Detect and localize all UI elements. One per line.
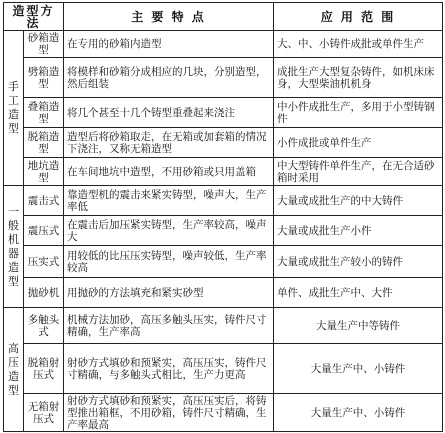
table-row (4, 278, 443, 308)
sub-method: 地坑造型 (24, 158, 64, 186)
group-manual: 手工造型 (4, 31, 24, 186)
sub-method: 叠箱造型 (24, 98, 64, 128)
feature-cell: 用抛砂的方法填充和紧实砂型 (64, 278, 274, 308)
table-header-row (4, 3, 443, 31)
table-row (4, 98, 443, 128)
feature-cell: 将模样和砂箱分成相应的几块，分别造型，然后组装 (64, 58, 274, 98)
application-cell: 大量生产中、小铸件 (274, 344, 443, 394)
application-cell: 大量或成批生产小件 (274, 216, 443, 246)
table-row (4, 308, 443, 344)
feature-cell: 射砂方式填砂和预紧实，高压压实后，将铸型推出箱框，不用砂箱，铸件尺寸精确，生产率最高 (64, 394, 274, 432)
table-row (4, 128, 443, 158)
table-row (4, 158, 443, 186)
sub-method: 震压式 (24, 216, 64, 246)
feature-cell: 靠造型机的震击来紧实铸型，噪声大，生产率低 (64, 186, 274, 216)
feature-cell: 机械方法加砂，高压多触头压实，铸件尺寸精确，生产率高 (64, 308, 274, 344)
table-row (4, 344, 443, 394)
application-cell: 大量生产中、小铸件 (274, 394, 443, 432)
sub-method: 震击式 (24, 186, 64, 216)
application-cell: 大量生产中等铸件 (274, 308, 443, 344)
feature-cell: 射砂方式填砂和预紧实，高压压实，铸件尺寸精确，与多触头式相比，生产力更高 (64, 344, 274, 394)
sub-method: 劈箱造型 (24, 58, 64, 98)
feature-cell: 造型后将砂箱取走，在无箱或加套箱的情况下浇注，又称无箱造型 (64, 128, 274, 158)
application-cell: 大量或成批生产较小的铸件 (274, 246, 443, 278)
sub-method: 脱箱造型 (24, 128, 64, 158)
feature-cell: 在震击后加压紧实铸型，生产率较高，噪声大 (64, 216, 274, 246)
header-method: 造型方法 (4, 3, 64, 31)
header-features: 主 要 特 点 (64, 3, 274, 31)
application-cell: 大、中、小铸件成批或单件生产 (274, 31, 443, 58)
table-row (4, 394, 443, 432)
application-cell: 成批生产大型复杂铸件，如机床床身，大型柴油机机身 (274, 58, 443, 98)
header-application: 应 用 范 围 (274, 3, 443, 31)
sub-method: 多触头式 (24, 308, 64, 344)
table-row (4, 216, 443, 246)
table-row (4, 58, 443, 98)
group-machine: 一般机器造型 (4, 186, 24, 308)
sub-method: 无箱射压式 (24, 394, 64, 432)
table-row (4, 246, 443, 278)
sub-method: 压实式 (24, 246, 64, 278)
group-high-pressure: 高压造型 (4, 308, 24, 432)
sub-method: 砂箱造型 (24, 31, 64, 58)
table-row (4, 186, 443, 216)
feature-cell: 用较低的比压压实铸型，噪声较低，生产率较高 (64, 246, 274, 278)
table-row (4, 31, 443, 58)
feature-cell: 将几个甚至十几个铸型重叠起来浇注 (64, 98, 274, 128)
casting-methods-table (3, 2, 443, 432)
feature-cell: 在车间地坑中造型，不用砂箱或只用盖箱 (64, 158, 274, 186)
sub-method: 脱箱射压式 (24, 344, 64, 394)
sub-method: 抛砂机 (24, 278, 64, 308)
application-cell: 中小件成批生产，多用于小型铸钢件 (274, 98, 443, 128)
application-cell: 小件成批或单件生产 (274, 128, 443, 158)
application-cell: 中大型铸件单件生产，在无合适砂箱时采用 (274, 158, 443, 186)
application-cell: 单件、成批生产中、大件 (274, 278, 443, 308)
application-cell: 大量或成批生产的中大铸件 (274, 186, 443, 216)
feature-cell: 在专用的砂箱内造型 (64, 31, 274, 58)
